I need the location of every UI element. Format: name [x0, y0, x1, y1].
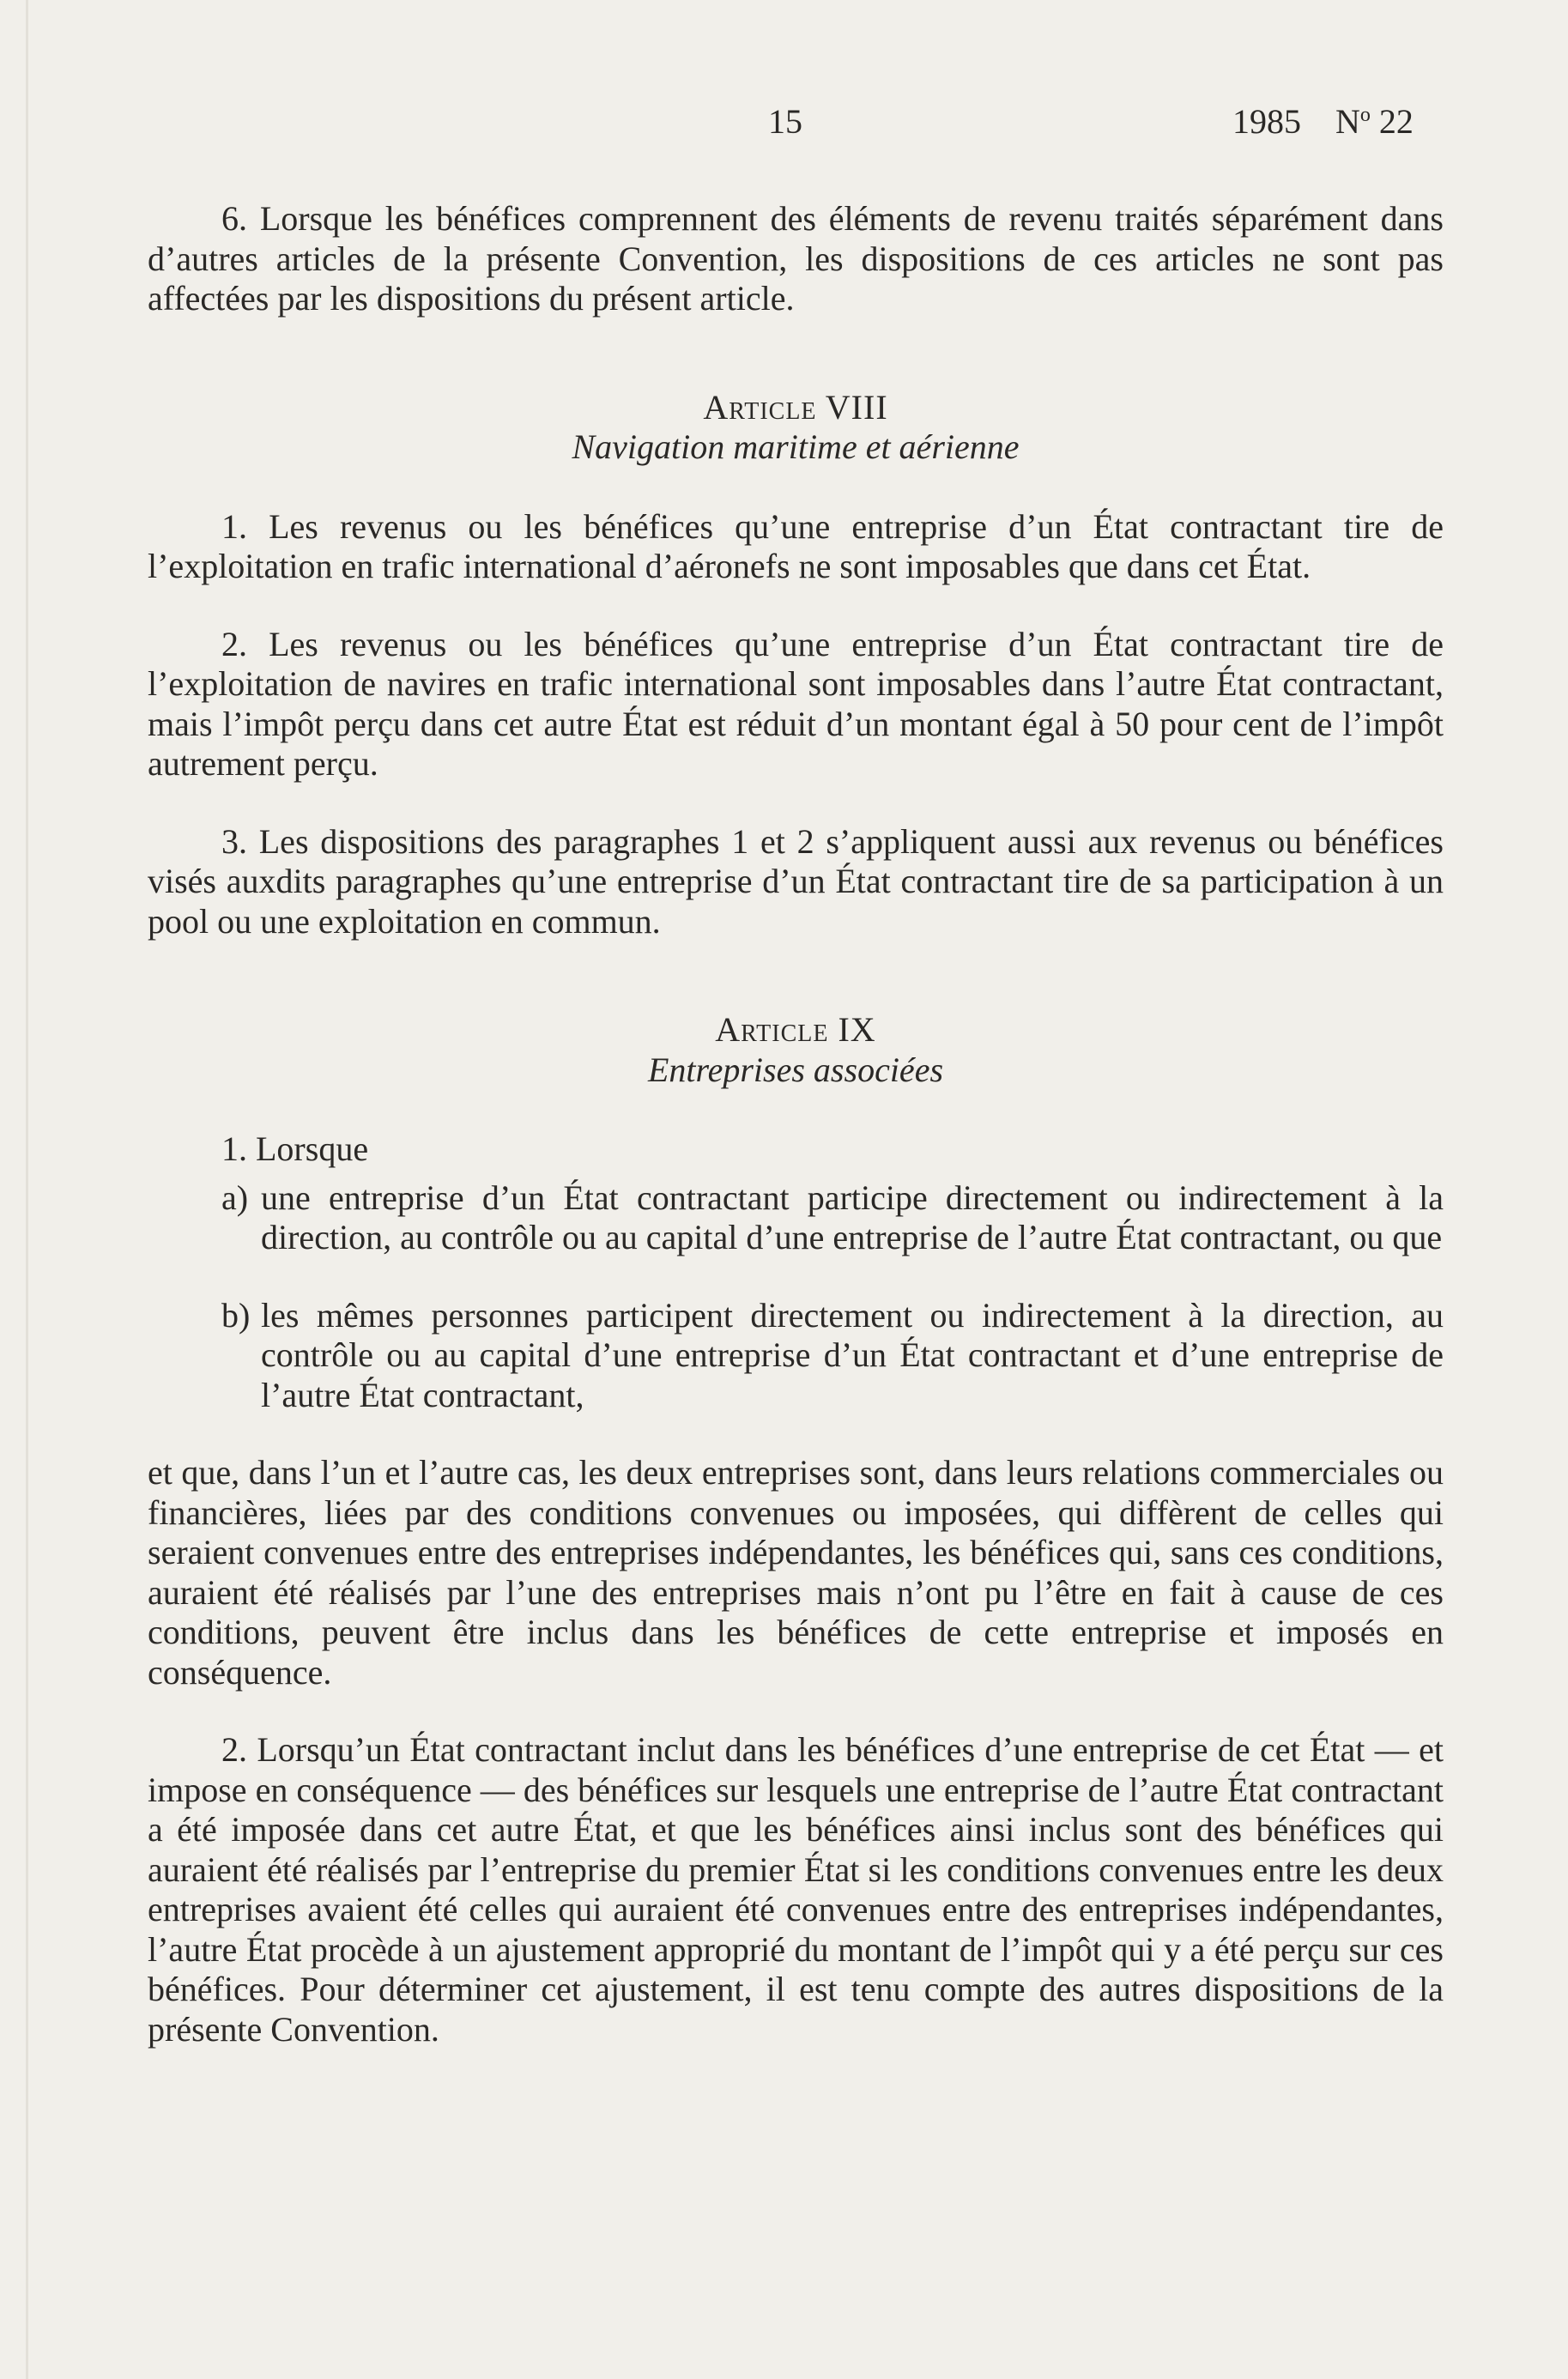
item-a-marker: a) — [221, 1177, 249, 1217]
document-number-superscript: o — [1359, 104, 1371, 126]
article-9-title: Article IX — [715, 1010, 876, 1049]
article-8-paragraph-3: 3. Les dispositions des paragraphes 1 et 2 s’appliquent aussi aux revenus ou bénéfices visés auxdits paragraphes qu’une entreprise d’un État contractant tire de sa participation à un pool ou une exploitation en commun. — [148, 821, 1444, 941]
item-a-text: une entreprise d’un État contractant participe directement ou indirectement à la direction, au contrôle ou au capital d’une entreprise de l’autre État contractant, ou que — [261, 1177, 1444, 1256]
article-9-subtitle: Entreprises associées — [647, 1050, 944, 1089]
page-number: 15 — [768, 102, 802, 141]
article-8-title: Article VIII — [703, 387, 888, 427]
item-b-text: les mêmes personnes participent directement ou indirectement à la direction, au contrôle ou au capital d’une entreprise d’un État contractant et d’une entreprise de l’autre État contractant, — [261, 1295, 1444, 1414]
article-8-paragraph-2: 2. Les revenus ou les bénéfices qu’une entreprise d’un État contractant tire de l’exploitation de navires en trafic international sont imposables dans l’autre État contractant, mais l’impôt perçu dans cet autre État est réduit d’un montant égal à 50 pour cent de l’impôt autrement perçu. — [148, 624, 1444, 783]
document-number-prefix: N — [1335, 102, 1360, 141]
article-9-paragraph-1-conclusion: et que, dans l’un et l’autre cas, les deux entreprises sont, dans leurs relations commerciales ou financières, liées par des conditions convenues ou imposées, qui diffèrent de celles qui seraient convenues entre des entreprises indépendantes, les bénéfices qui, sans ces conditions, auraient été réalisés par l’une des entreprises mais n’ont pu l’être en fait à cause de ces conditions, peuvent être inclus dans les bénéfices de cette entreprise et imposés en conséquence. — [148, 1453, 1444, 1692]
section-6-paragraph: 6. Lorsque les bénéfices comprennent des éléments de revenu traités séparément dans d’autres articles de la présente Convention, les dispositions de ces articles ne sont pas affectées par les dispositions du présent article. — [148, 199, 1444, 318]
document-number: 22 — [1378, 102, 1414, 141]
document-reference — [1232, 101, 1414, 142]
item-b-marker: b) — [221, 1295, 251, 1335]
article-8-subtitle: Navigation maritime et aérienne — [572, 427, 1020, 466]
page-header — [0, 101, 1568, 144]
body-text — [148, 199, 1444, 2049]
article-9-item-b — [221, 1296, 1444, 1416]
article-9-item-a — [221, 1178, 1444, 1258]
document-year: 1985 — [1232, 102, 1301, 141]
article-8-paragraph-1: 1. Les revenus ou les bénéfices qu’une entreprise d’un État contractant tire de l’exploitation en trafic international d’aéronefs ne sont imposables que dans cet État. — [148, 506, 1444, 585]
article-9-paragraph-2: 2. Lorsqu’un État contractant inclut dans les bénéfices d’une entreprise de cet État — et impose en conséquence — des bénéfices sur lesquels une entreprise de l’autre État contractant a été imposée dans cet autre État, et que les bénéfices ainsi inclus sont des bénéfices qui auraient été réalisés par l’entreprise du premier État si les conditions convenues entre les deux entreprises avaient été celles qui auraient été convenues entre des entreprises indépendantes, l’autre État procède à un ajustement approprié du montant de l’impôt qui y a été perçu sur ces bénéfices. Pour déterminer cet ajustement, il est tenu compte des autres dispositions de la présente Convention. — [148, 1730, 1444, 2049]
article-9-paragraph-1-intro: 1. Lorsque — [221, 1129, 369, 1168]
